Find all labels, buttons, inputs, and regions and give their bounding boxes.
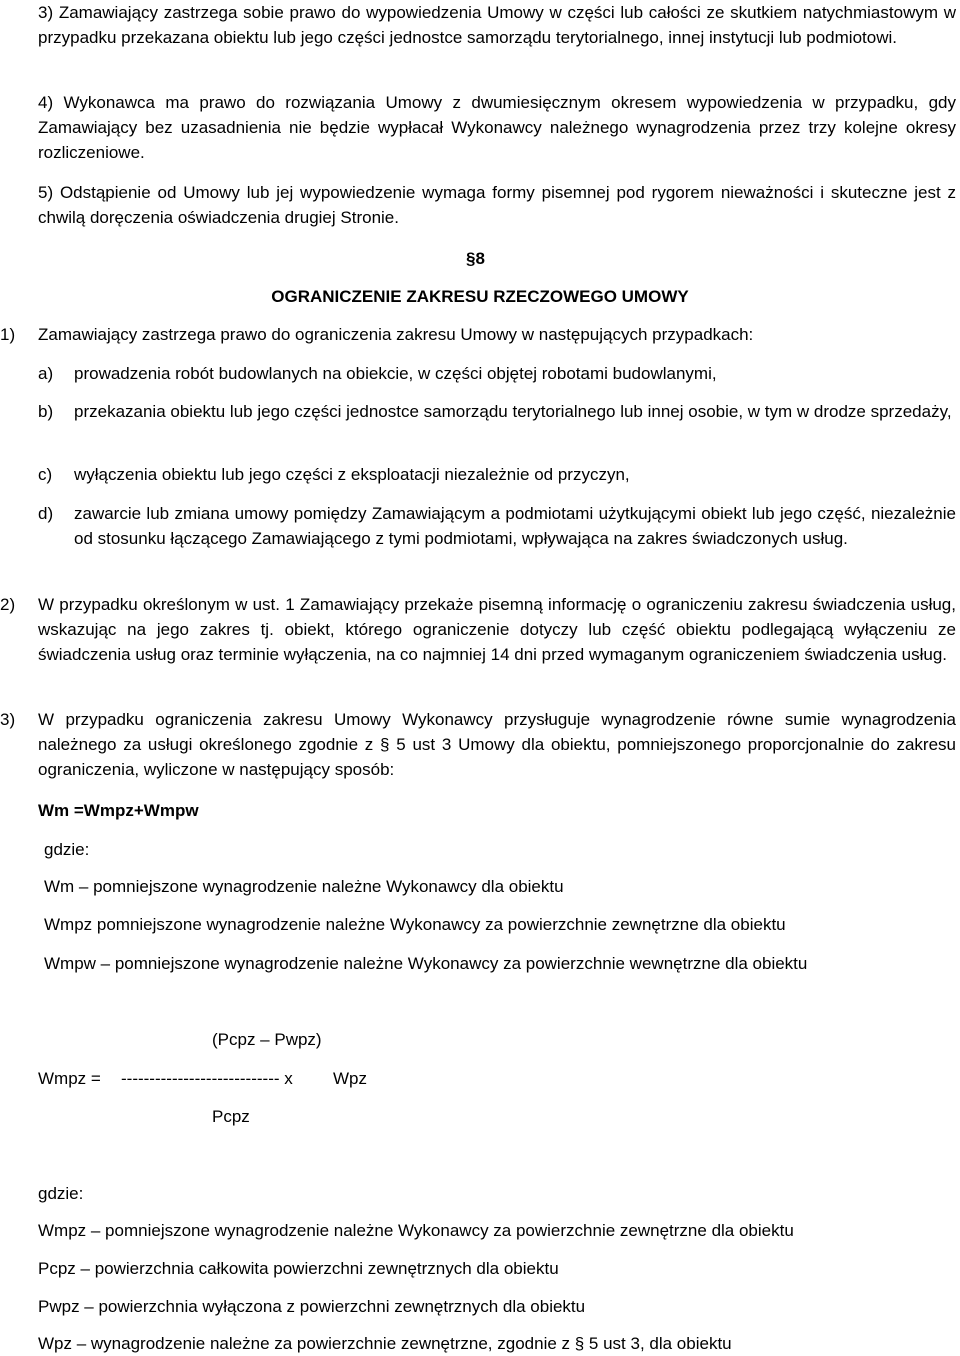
definition-wmpz-2: Wmpz – pomniejszone wynagrodzenie należne Wykonawcy za powierzchnie zewnętrzne dla obiektu xyxy=(38,1221,794,1240)
definition-wpz: Wpz – wynagrodzenie należne za powierzchnie zewnętrzne, zgodnie z § 5 ust 3, dla obiektu xyxy=(38,1334,732,1353)
section-title: OGRANICZENIE ZAKRESU RZECZOWEGO UMOWY xyxy=(271,287,689,306)
item-b-letter: b) xyxy=(38,402,54,421)
item-a-letter: a) xyxy=(38,364,54,383)
definition-wmpz: Wmpz pomniejszone wynagrodzenie należne Wykonawcy za powierzchnie zewnętrzne dla obiektu xyxy=(44,915,786,934)
formula-1-where-label: gdzie: xyxy=(44,840,90,859)
point-2-text: W przypadku określonym w ust. 1 Zamawiający przekaże pisemną informację o ograniczeniu zakresu świadczenia usług, wskazując na jego zakres tj. obiekt, którego ograniczenie dotyczy lub część obiektu podlegającą wyłączeniu ze świadczenia usług oraz terminie wyłączenia, na co najmniej 14 dni przed wymaganym ograniczeniem świadczenia usług. xyxy=(38,595,956,664)
definition-pwpz: Pwpz – powierzchnia wyłączona z powierzchni zewnętrznych dla obiektu xyxy=(38,1297,586,1316)
item-b-text: przekazania obiektu lub jego części jednostce samorządu terytorialnego lub innej osobie, w tym w drodze sprzedaży, xyxy=(74,402,952,421)
formula-2-where-label: gdzie: xyxy=(38,1184,84,1203)
paragraph-4-contractor-termination: 4) Wykonawca ma prawo do rozwiązania Umowy z dwumiesięcznym okresem wypowiedzenia w przypadku, gdy Zamawiający bez uzasadnienia nie będzie wypłacał Wykonawcy należnego wynagrodzenia przez trzy kolejne okresy rozliczeniowe. xyxy=(38,93,956,162)
formula-wmpz-lhs: Wmpz = xyxy=(38,1069,101,1088)
item-c-text: wyłączenia obiektu lub jego części z eksploatacji niezależnie od przyczyn, xyxy=(74,465,630,484)
fraction-numerator: (Pcpz – Pwpz) xyxy=(212,1030,322,1049)
paragraph-5-written-form: 5) Odstąpienie od Umowy lub jej wypowiedzenie wymaga formy pisemnej pod rygorem nieważności i skuteczne jest z chwilą doręczenia oświadczenia drugiej Stronie. xyxy=(38,183,956,227)
paragraph-3-termination-right: 3) Zamawiający zastrzega sobie prawo do wypowiedzenia Umowy w części lub całości ze skutkiem natychmiastowym w przypadku przekazana obiektu lub jego części jednostce samorządu terytorialnego, innej instytucji lub podmiotowi. xyxy=(38,3,956,47)
point-1-text: Zamawiający zastrzega prawo do ograniczenia zakresu Umowy w następujących przypadkach: xyxy=(38,325,754,344)
fraction-bar: ---------------------------- x xyxy=(121,1069,293,1088)
item-a-text: prowadzenia robót budowlanych na obiekcie, w części objętej robotami budowlanymi, xyxy=(74,364,717,383)
definition-wm: Wm – pomniejszone wynagrodzenie należne Wykonawcy dla obiektu xyxy=(44,877,564,896)
section-number: §8 xyxy=(466,249,485,268)
definition-pcpz: Pcpz – powierzchnia całkowita powierzchni zewnętrznych dla obiektu xyxy=(38,1259,559,1278)
item-c-letter: c) xyxy=(38,465,53,484)
point-1-number: 1) xyxy=(0,325,16,344)
item-d-text: zawarcie lub zmiana umowy pomiędzy Zamawiającym a podmiotami użytkującymi obiekt lub jego część, niezależnie od stosunku łączącego Zamawiającego z tymi podmiotami, wpływająca na zakres świadczonych usług. xyxy=(74,504,956,548)
fraction-denominator: Pcpz xyxy=(212,1107,250,1126)
formula-wm: Wm =Wmpz+Wmpw xyxy=(38,801,199,820)
point-3-number: 3) xyxy=(0,710,16,729)
definition-wmpw: Wmpw – pomniejszone wynagrodzenie należne Wykonawcy za powierzchnie wewnętrzne dla obiektu xyxy=(44,954,808,973)
item-d-letter: d) xyxy=(38,504,54,523)
formula-wpz-factor: Wpz xyxy=(333,1069,367,1088)
point-2-number: 2) xyxy=(0,595,16,614)
point-3-text: W przypadku ograniczenia zakresu Umowy Wykonawcy przysługuje wynagrodzenie równe sumie wynagrodzenia należnego za usługi określonego zgodnie z § 5 ust 3 Umowy dla obiektu, pomniejszonego proporcjonalnie do zakresu ograniczenia, wyliczone w następujący sposób: xyxy=(38,710,956,779)
